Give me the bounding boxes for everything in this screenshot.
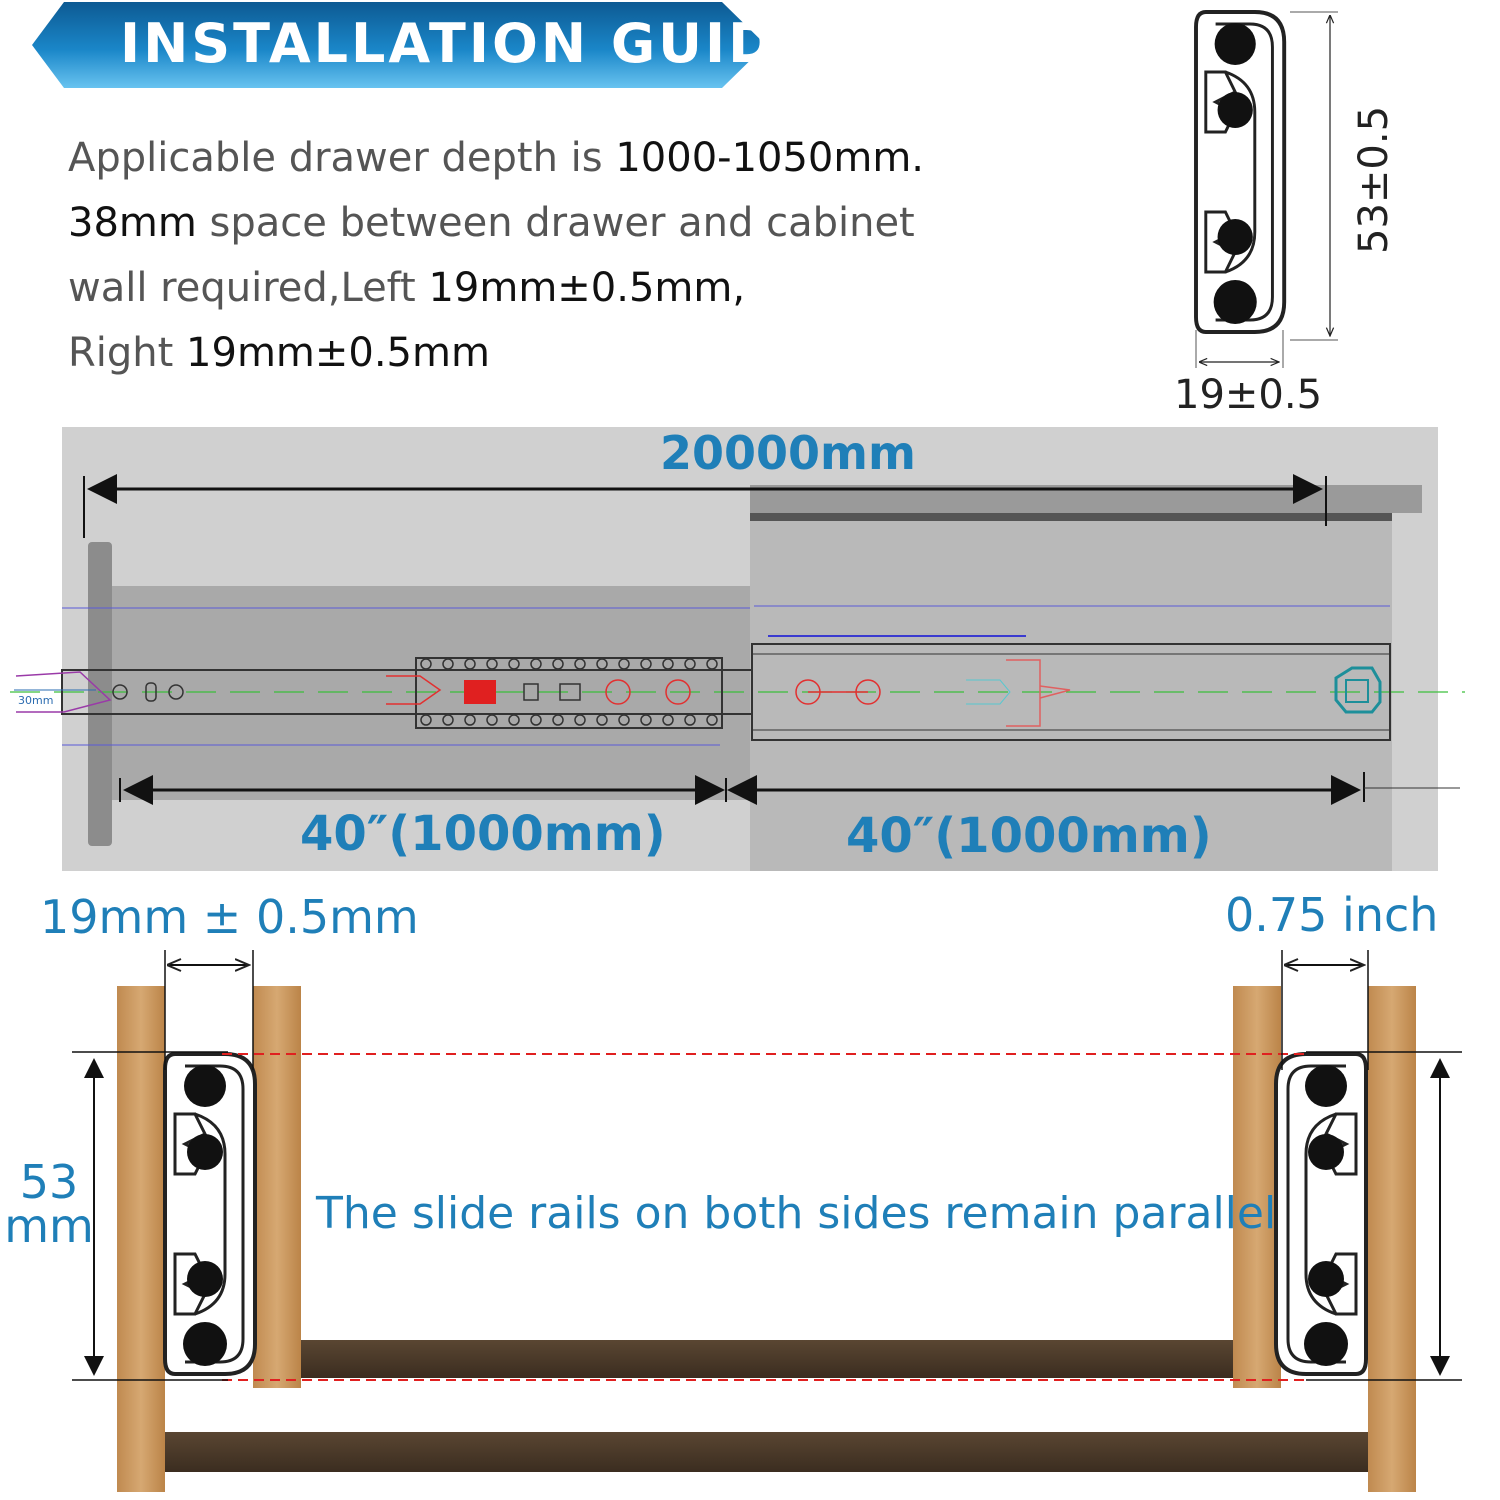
left-gap-label: 19mm ± 0.5mm bbox=[40, 890, 419, 944]
cabinet-wall-right bbox=[1368, 986, 1416, 1492]
rail-profile-right bbox=[1276, 1054, 1366, 1374]
profile-width-label: 19±0.5 bbox=[1174, 372, 1323, 418]
rail-profile-top bbox=[1196, 12, 1284, 332]
banner-title: INSTALLATION GUIDE: bbox=[120, 12, 841, 75]
drawer-wall-right bbox=[1233, 986, 1281, 1388]
drawer-wall-left bbox=[253, 986, 301, 1388]
intro-line-1: Applicable drawer depth is 1000-1050mm. bbox=[68, 135, 925, 181]
intro-text bbox=[68, 126, 968, 386]
cabinet-wall-left bbox=[117, 986, 165, 1492]
total-length-label: 20000mm bbox=[660, 426, 916, 480]
cabinet-bottom bbox=[164, 1432, 1372, 1472]
intro-line-3: wall required,Left 19mm±0.5mm, bbox=[68, 265, 746, 311]
intro-line-4: Right 19mm±0.5mm bbox=[68, 330, 490, 376]
intro-line-2: 38mm space between drawer and cabinet bbox=[68, 200, 915, 246]
rail-profile-left bbox=[165, 1054, 255, 1374]
right-gap-label: 0.75 inch bbox=[1225, 888, 1439, 942]
offset-label: 30mm bbox=[18, 694, 54, 707]
profile-height-label: 53±0.5 bbox=[1351, 105, 1397, 254]
right-length-label: 40″(1000mm) bbox=[846, 808, 1212, 864]
left-length-label: 40″(1000mm) bbox=[300, 806, 666, 862]
drawer-bottom bbox=[300, 1340, 1235, 1378]
cabinet-height-label: 53 mm bbox=[4, 1155, 94, 1253]
parallel-note: The slide rails on both sides remain parallel bbox=[316, 1188, 1277, 1239]
banner bbox=[30, 2, 841, 90]
